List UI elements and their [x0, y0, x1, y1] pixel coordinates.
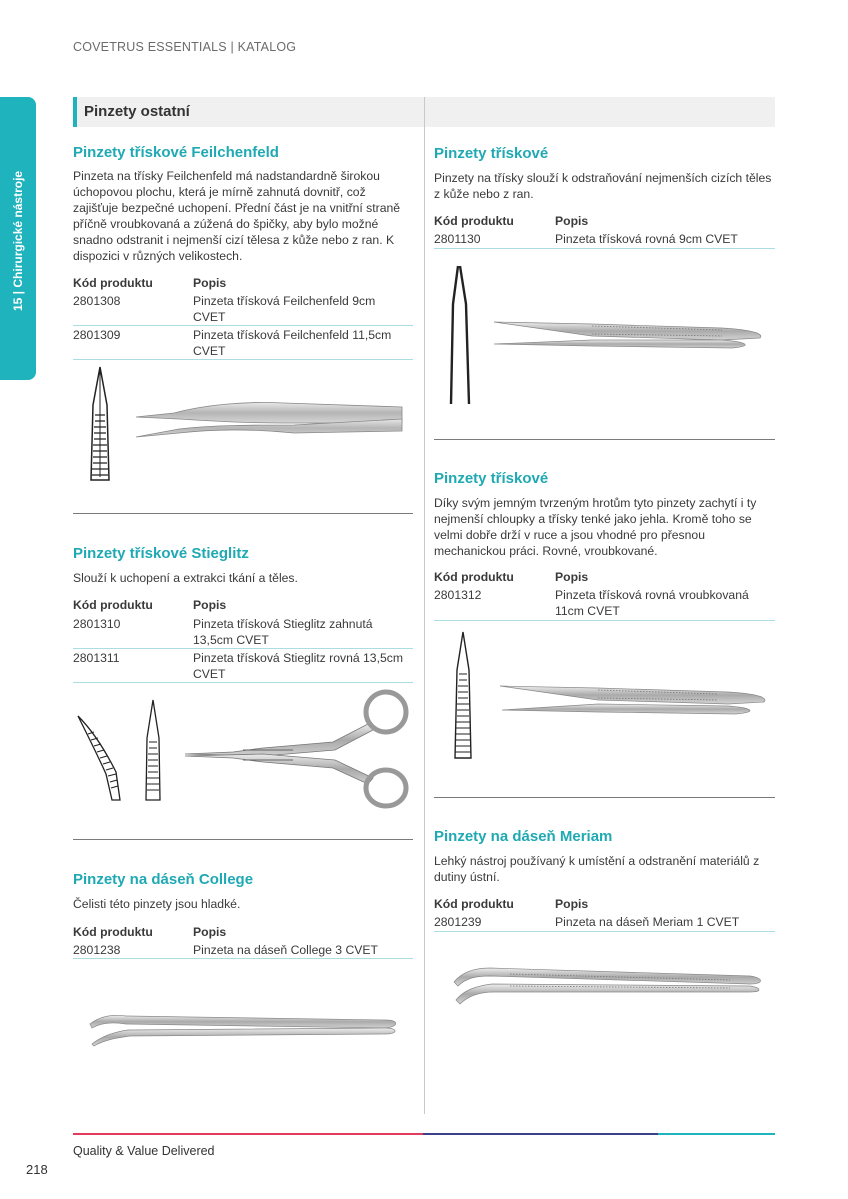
triskove-1-forceps-image: [492, 318, 766, 352]
page-number: 218: [26, 1162, 48, 1177]
chapter-side-tab: [0, 97, 36, 380]
meriam-forceps-image: [450, 962, 766, 1006]
product-desc: Pinzeta třísková Feilchenfeld 11,5cm CVET: [193, 328, 392, 358]
product-title-college: Pinzety na dáseň College: [73, 871, 254, 888]
section-divider: [73, 513, 413, 514]
footer-bar-red: [73, 1133, 423, 1135]
feilchenfeld-forceps-image: [134, 395, 404, 455]
col-header-desc: Popis: [555, 214, 589, 228]
product-desc: Pinzeta třísková rovná vroubkovaná 11cm CVET: [555, 588, 749, 618]
triskove-2-tip-image: [450, 630, 476, 760]
col-header-code: Kód produktu: [73, 276, 153, 290]
triskove-1-tip-image: [448, 264, 472, 406]
product-code: 2801312: [434, 588, 482, 602]
product-title-meriam: Pinzety na dáseň Meriam: [434, 828, 613, 845]
product-title-triskove-1: Pinzety třískové: [434, 145, 549, 162]
product-code: 2801238: [73, 943, 121, 957]
row-divider: [73, 682, 413, 683]
col-header-desc: Popis: [555, 897, 589, 911]
product-description-triskove-1: Pinzety na třísky slouží k odstraňování nejmenších cizích těles z kůže nebo z ran.: [434, 171, 772, 201]
footer-color-bar: [73, 1133, 775, 1135]
col-header-code: Kód produktu: [73, 598, 153, 612]
section-divider: [434, 439, 775, 440]
product-description-feilchenfeld: Pinzeta na třísky Feilchenfeld má nadstandardně širokou úchopovou plochu, která je mírně zahnutá dovnitř, což zajišťuje bezpečné uchopení. Přední část je na vnitřní straně příčně vroubkovaná a zúžená do špičky, aby bylo možné snadno odstranit i nejmenší cizí tělesa z kůže nebo z ran. K dispozici v různých velikostech.: [73, 169, 401, 263]
col-header-desc: Popis: [193, 598, 227, 612]
product-desc: Pinzeta na dáseň Meriam 1 CVET: [555, 915, 740, 929]
column-divider: [424, 97, 425, 1114]
product-code: 2801310: [73, 617, 121, 631]
catalog-header: COVETRUS ESSENTIALS | KATALOG: [73, 40, 297, 54]
feilchenfeld-tip-image: [85, 365, 115, 485]
product-desc: Pinzeta třísková Stieglitz rovná 13,5cm CVET: [193, 651, 403, 681]
row-divider: [73, 958, 413, 959]
row-divider: [73, 648, 413, 649]
footer-bar-teal: [658, 1133, 775, 1135]
col-header-desc: Popis: [193, 276, 227, 290]
triskove-2-forceps-image: [498, 680, 768, 718]
row-divider: [434, 620, 775, 621]
row-divider: [73, 325, 413, 326]
row-divider: [73, 359, 413, 360]
footer-tagline: Quality & Value Delivered: [73, 1144, 215, 1158]
stieglitz-straight-tip-image: [140, 698, 166, 802]
product-title-feilchenfeld: Pinzety třískové Feilchenfeld: [73, 144, 279, 161]
product-code: 2801239: [434, 915, 482, 929]
col-header-code: Kód produktu: [434, 897, 514, 911]
col-header-desc: Popis: [555, 570, 589, 584]
product-code: 2801311: [73, 651, 120, 665]
col-header-code: Kód produktu: [434, 570, 514, 584]
col-header-code: Kód produktu: [434, 214, 514, 228]
product-desc: Pinzeta třísková Stieglitz zahnutá 13,5cm CVET: [193, 617, 373, 647]
product-code: 2801308: [73, 294, 121, 308]
section-divider: [73, 839, 413, 840]
row-divider: [434, 931, 775, 932]
college-forceps-image: [86, 1006, 404, 1050]
section-divider: [434, 797, 775, 798]
product-desc: Pinzeta třísková rovná 9cm CVET: [555, 232, 738, 246]
product-desc: Pinzeta na dáseň College 3 CVET: [193, 943, 378, 957]
row-divider: [434, 248, 775, 249]
footer-bar-navy: [423, 1133, 658, 1135]
col-header-code: Kód produktu: [73, 925, 153, 939]
product-description-college: Čelisti této pinzety jsou hladké.: [73, 897, 241, 911]
col-header-desc: Popis: [193, 925, 227, 939]
product-code: 2801130: [434, 232, 481, 246]
product-title-stieglitz: Pinzety třískové Stieglitz: [73, 545, 249, 562]
section-title: Pinzety ostatní: [84, 103, 190, 120]
product-description-stieglitz: Slouží k uchopení a extrakci tkání a těles.: [73, 571, 298, 585]
product-desc: Pinzeta třísková Feilchenfeld 9cm CVET: [193, 294, 376, 324]
product-description-triskove-2: Díky svým jemným tvrzeným hrotům tyto pinzety zachytí i ty nejmenší chloupky a třísky tenké jako jehla. Kromě toho se velmi dobře drží v ruce a jsou vhodné pro přesnou mechanickou práci. Rovné, vroubkované.: [434, 496, 757, 558]
product-title-triskove-2: Pinzety třískové: [434, 470, 549, 487]
product-description-meriam: Lehký nástroj používaný k umístění a odstranění materiálů z dutiny ústní.: [434, 854, 760, 884]
stieglitz-forceps-image: [183, 688, 413, 810]
section-accent: [73, 97, 77, 127]
chapter-label: 15 | Chirurgické nástroje: [11, 170, 25, 311]
product-code: 2801309: [73, 328, 121, 342]
stieglitz-curved-tip-image: [76, 712, 126, 802]
